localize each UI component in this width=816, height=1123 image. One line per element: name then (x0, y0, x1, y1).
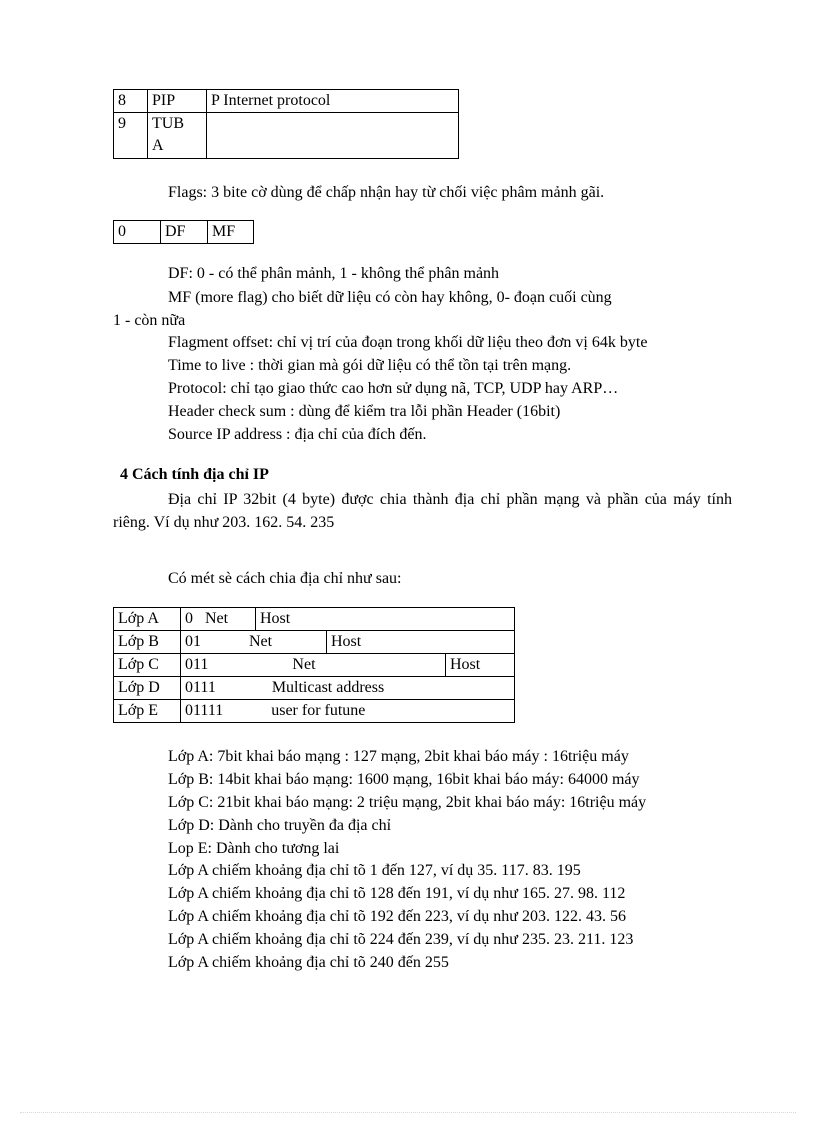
table-cell: MF (208, 221, 254, 244)
cell-line: A (152, 137, 164, 154)
text-line: 1 - còn nữa (113, 312, 186, 329)
table-cell: Lớp C (114, 654, 181, 677)
text-line: Header check sum : dùng để kiểm tra lỗi phần Header (16bit) (168, 403, 561, 420)
text-line: Protocol: chỉ tạo giao thức cao hơn sử dụng nã, TCP, UDP hay ARP… (168, 380, 619, 397)
table-cell: Lớp D (114, 677, 181, 700)
table-cell: 0111 Multicast address (181, 677, 515, 700)
table-row (114, 608, 515, 631)
text-line: Flagment offset: chỉ vị trí của đoạn trong khối dữ liệu theo đơn vị 64k byte (168, 334, 648, 351)
class-net-segment: 01 Net (181, 631, 327, 653)
text-line: Lớp A chiếm khoảng địa chỉ tõ 240 đến 255 (168, 954, 449, 971)
text-line: Lớp A chiếm khoảng địa chỉ tõ 224 đến 239, ví dụ như 235. 23. 211. 123 (168, 931, 634, 948)
table-cell (181, 608, 515, 631)
table-cell (181, 631, 515, 654)
flags-intro: Flags: 3 bite cờ dùng để chấp nhận hay từ chối việc phâm mảnh gãi. (168, 184, 605, 201)
table-row (114, 700, 515, 723)
text-line: Time to live : thời gian mà gói dữ liệu có thể tồn tại trên mạng. (168, 357, 572, 374)
class-host-segment: Host (260, 610, 291, 627)
table-cell: 9 (114, 113, 148, 159)
cell-line: TUB (152, 115, 184, 132)
paragraph: Địa chỉ IP 32bit (4 byte) được chia thành địa chỉ phần mạng và phần của máy tính riêng. Ví dụ như 203. 162. 54. 235 (113, 491, 732, 531)
class-net-segment: 0 Net (181, 608, 256, 630)
text-line: DF: 0 - có thể phân mảnh, 1 - không thể phân mảnh (168, 265, 500, 282)
table-cell: Lớp B (114, 631, 181, 654)
table-cell: DF (161, 221, 208, 244)
table-cell: P Internet protocol (207, 90, 459, 113)
text-line: Lớp B: 14bit khai báo mạng: 1600 mạng, 16bit khai báo máy: 64000 máy (168, 771, 640, 788)
table-cell: 01111 user for futune (181, 700, 515, 723)
table-cell: Lớp E (114, 700, 181, 723)
text-line: Có mét sè cách chia địa chỉ như sau: (168, 570, 402, 587)
table-row (114, 677, 515, 700)
flags-table (113, 220, 254, 244)
page-bottom-divider (20, 1112, 796, 1113)
ip-class-table (113, 607, 515, 723)
table-row (114, 113, 459, 159)
class-host-segment: Host (331, 633, 362, 650)
table-cell: 0 (114, 221, 161, 244)
table-row (114, 221, 254, 244)
text-line: Lớp C: 21bit khai báo mạng: 2 triệu mạng, 2bit khai báo máy: 16triệu máy (168, 794, 647, 811)
table-cell (148, 113, 207, 159)
table-row (114, 654, 515, 677)
text-line: Lớp A chiếm khoảng địa chỉ tõ 128 đến 191, ví dụ như 165. 27. 98. 112 (168, 885, 626, 902)
section-heading: 4 Cách tính địa chỉ IP (120, 466, 269, 483)
class-host-segment: Host (450, 656, 481, 673)
table-cell (181, 654, 515, 677)
text-line: Lớp A chiếm khoảng địa chỉ tõ 192 đến 223, ví dụ như 203. 122. 43. 56 (168, 908, 626, 925)
table-cell: Lớp A (114, 608, 181, 631)
table-cell: 8 (114, 90, 148, 113)
text-line: Lớp D: Dành cho truyền đa địa chỉ (168, 817, 392, 834)
table-row (114, 631, 515, 654)
table-row (114, 90, 459, 113)
text-line: MF (more flag) cho biết dữ liệu có còn hay không, 0- đoạn cuối cùng (168, 289, 612, 306)
text-line: Source IP address : địa chỉ của đích đến. (168, 426, 427, 443)
table-cell (207, 113, 459, 159)
text-line: Lớp A: 7bit khai báo mạng : 127 mạng, 2bit khai báo máy : 16triệu máy (168, 748, 629, 765)
class-net-segment: 011 Net (181, 654, 446, 676)
table-cell: PIP (148, 90, 207, 113)
text-line: Lớp A chiếm khoảng địa chỉ tõ 1 đến 127, ví dụ 35. 117. 83. 195 (168, 862, 581, 879)
protocol-table (113, 89, 459, 159)
text-line: Lop E: Dành cho tương lai (168, 840, 340, 857)
